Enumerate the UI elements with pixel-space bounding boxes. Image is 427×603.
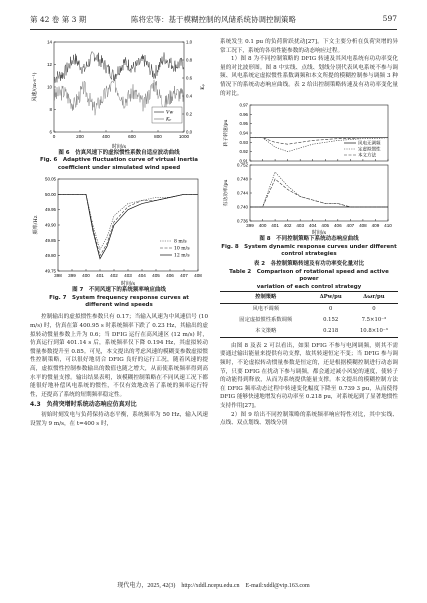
fig7-caption-en1: Fig. 7 System frequency response curves at [49,294,189,301]
fig7-xtick-label: 401 [96,273,104,279]
fig7-ylabel: 频率/Hz [33,215,39,235]
fig6-xtick-label: 800 [154,134,162,139]
fig6-xtick-label: 400 [102,134,110,139]
fig8b-ytick-label: 0.736 [237,218,248,224]
table2-title-cn: 表 2 各控制策略转速及有功功率变化量对比 [253,261,365,268]
fig7-ytick-label: 50.00 [45,192,56,198]
page-footer: 现代电力，2025, 42(3) http://xddl.ncepu.edu.cn E-mail:xddl@vip.163.com [117,583,310,589]
right-paragraph-4: 2）图 9 给出不同控制策略的系统频率响应特性对比，其中实线、点线、双点划线、划线分别 [220,411,398,427]
right-column [220,38,398,428]
fig7-xtick-label: 405 [152,273,160,279]
fig6-chart [30,38,208,150]
fig6-ylabel-left: 风速/(m·s⁻¹) [32,72,38,102]
figure-7 [30,175,208,309]
table2-grid [220,291,398,338]
fig7-legend-label: 12 m/s [174,253,190,259]
table-row [220,326,398,337]
fig8a-nolabel-ytick-label: 0.91 [239,158,248,164]
section-4-3-heading: 4.3 负荷突增时系统动态响应仿真对比 [30,401,137,409]
table-cell: 0.152 [323,317,339,324]
fig6-xtick-label: 600 [128,134,136,139]
fig6-xtick-label: 200 [76,134,84,139]
fig7-xtick-label: 399 [68,273,76,279]
page-number: 597 [382,14,397,23]
fig8-caption-cn: 图 8 不同控制策略下系统动态响应曲线 [259,236,359,243]
fig8b-xtick-label: 408 [359,223,367,229]
fig8a-nolabel-ytick-label: 0.92 [239,149,248,155]
fig7-caption-cn: 图 7 不同风速下的系统频率响应曲线 [72,287,166,294]
fig6-ytick-label: 8 [49,107,52,112]
fig6-xtick-label: 0 [52,134,56,139]
fig8a-nolabel-ytick-label: 0.96 [239,111,248,117]
fig7-ytick-label: 49.95 [45,207,56,213]
fig8b-xtick-label: 404 [308,223,317,229]
fig8b-xtick-label: 410 [384,223,392,229]
header-volume: 第 42 卷 第 3 期 [30,15,87,24]
fig7-ytick-label: 49.85 [45,238,56,244]
fig8b-xtick-label: 409 [371,223,380,229]
fig6-ytick-label: 12 [47,62,52,67]
fig8b-ytick-label: 0.744 [237,190,248,196]
fig8b-xtick-label: 407 [346,223,355,229]
fig8b-series-line [250,179,388,207]
fig6-y2tick-label: 0.8 [186,57,193,63]
table-cell: 本文策略 [255,328,277,335]
fig6-y2tick-label: 0.6 [186,75,193,81]
fig8a-nolabel-ytick-label: 0.94 [239,130,248,136]
fig6-y2tick-label: 1.0 [186,39,193,45]
fig6-y2tick-label: 0.2 [186,111,193,117]
fig7-xtick-label: 400 [82,273,90,279]
right-paragraph-3: 由图 8 及表 2 可以看出，如果 DFIG 不参与电网调频，则其不需要通过输出能量来提供有功支撑，故其转速恒定不变；当 DFIG 参与调频时，不论虚拟转动惯量参数是恒定的，还是根据模糊控制进行动态调节，只要 DFIG 在扰动下参与调频，都会通过减小风轮的速度，使转子的动能得到释放，从而为系统提供能量支撑。本文提出的模糊控制方法在 DFIG 频率动态过程中转速变化幅度下降至 0.739 3 pu，从而使得 DFIG 能够快速地增发有功功率至 0.218 pu，对系统起到了显著地惯性支持作用[27]。 [220,342,398,410]
fig8-ylabel-top: 转子转速/pu [224,119,229,147]
table-cell: 0 [372,306,376,313]
fig8b-ytick-label: 0.740 [237,204,248,210]
fig8b-frame [250,165,388,221]
header-rule [30,29,397,30]
fig8-ylabel-bottom: 有功功率/pu [224,179,229,207]
table-2 [220,261,398,338]
fig8a-nolabel-ytick-label: 0.95 [239,121,248,127]
table2-header-dpw: ΔPw/pu [319,294,342,301]
figure-8 [220,101,398,258]
table-row [220,303,398,314]
fig8-xlabel: 时间/s [311,230,327,237]
fig6-ytick-label: 6 [49,129,52,135]
right-paragraph-1: 系统发生 0.1 pu 的负荷阶跃扰动[27]。下文主要分析在负荷突增的异常工况下，系统的各项性能参数的动态响应过程。 [220,39,398,54]
table-cell: 0.218 [323,328,339,335]
fig8-legend-label: 定虚拟惯性 [358,147,381,153]
fig6-ylabel-right: Kₚ [200,84,206,90]
fig8b-xtick-label: 403 [296,223,305,229]
fig7-xtick-label: 406 [166,273,174,279]
fig6-y2tick-label: 0.4 [186,93,193,99]
fig6-caption-en1: Fig. 6 Adaptive fluctuation curve of virtual inertia [39,157,199,164]
table2-title-en1: Table 2 Comparison of rotational speed and active power [229,268,389,283]
fig7-xlabel: 时间/s [120,281,136,288]
fig7-legend-label: 10 m/s [174,246,190,252]
fig8a-nolabel-ytick-label: 0.97 [239,102,248,108]
fig6-xlabel: 时间/s [111,144,127,150]
page-header [30,14,397,28]
fig6-ytick-label: 14 [47,39,52,45]
fig8b-xtick-label: 399 [246,223,254,229]
table-cell: 10.8×10⁻³ [359,328,388,335]
table-row [220,315,398,326]
fig7-chart [30,175,208,287]
table-cell: 风电不调频 [252,306,279,313]
fig8a-nolabel-ytick-label: 0.93 [239,139,248,145]
fig6-caption-cn: 图 6 仿真风速下的虚拟惯性系数自适应波动曲线 [58,150,180,156]
fig7-xtick-label: 408 [194,273,202,279]
fig7-caption-en2: different wind speeds [85,302,153,309]
fig8-legend-label: 风电无调频 [358,141,381,147]
fig8-caption-en1: Fig. 8 System dynamic response curves under different [221,243,397,250]
fig6-legend-label-vw: Vw [166,110,174,116]
fig7-ytick-label: 49.75 [45,268,56,274]
fig8-chart [220,101,398,236]
figure-6 [30,38,208,172]
fig6-series-vw-line [54,52,184,83]
fig7-xtick-label: 407 [180,273,188,279]
fig7-xtick-label: 404 [138,273,146,279]
fig8b-ytick-label: 0.748 [237,176,248,182]
table-cell: 7.5×10⁻³ [361,317,387,324]
fig8-legend-label: 本文方法 [358,153,376,159]
table2-title-en2: variation of each control strategy [256,283,362,290]
table-cell: 固定虚拟惯性系数调频 [239,317,293,324]
left-column [30,38,208,428]
fig8b-ytick-label: 0.752 [237,162,248,168]
table2-header-dwr: Δωr/pu [363,294,385,301]
fig8b-xtick-label: 402 [283,223,292,229]
fig8b-xtick-label: 400 [258,223,267,229]
fig7-legend-label: 8 m/s [174,239,187,245]
fig7-xtick-label: 402 [110,273,118,279]
left-paragraph-2: 初始时刻发电与负荷保持动态平衡，系统频率为 50 Hz，输入风速设置为 9 m/s，在 t=400 s 时， [30,411,208,427]
fig8b-xtick-label: 406 [333,223,342,229]
fig8b-xtick-label: 405 [321,223,330,229]
fig7-xtick-label: 398 [54,273,62,279]
fig6-legend-label-kp: Kₚ [166,117,172,123]
fig6-xtick-label: 1000 [178,134,190,139]
fig8b-xtick-label: 401 [271,223,279,229]
header-title: 陈将宏等：基于模糊控制的风储系统协调控制策略 [131,15,296,24]
fig6-ytick-label: 10 [47,84,52,90]
table2-header-strategy: 控制策略 [255,294,277,301]
fig7-ytick-label: 49.90 [45,222,56,228]
fig8-caption-en2: control strategies [281,250,337,257]
fig7-xtick-label: 403 [124,273,132,279]
table-cell: 0 [328,306,333,313]
fig6-y2tick-label: 0.0 [186,129,193,135]
right-paragraph-2: 1）图 8 为不同控制策略的 DFIG 转速及其风电系统有功功率变化量的对比波形图。图 8 中实线、点线、划线分别代表风电系统不参与调频、风电系统定虚拟惯性系数调频和本文所提的模糊控制参与调频 3 种情况下的系统动态响应曲线。表 2 给出控制策略转速及有功功率变化量的对比。 [220,56,398,97]
fig7-ytick-label: 49.80 [45,253,56,259]
fig6-caption-en2: coefficient under simulated wind speed [57,164,181,171]
left-paragraph-1: 控制输出的虚拟惯性参数只有 0.17；当输入风速为中风速信号 (10 m/s) 时，仿真在第 400.95 s 时系统频率下跌了 0.23 Hz，其输出的虚拟转动惯量参数上升为 0.6；当 DFIG 运行在高风速区 (12 m/s) 时，仿真运行到第 401.14 s 后，系统频率仅下降 0.194 Hz，其虚拟转动惯量参数提升至 0.85。可见，本文提出的考虑风速的模糊变参数虚拟惯性控制策略，可以很好地切合 DFIG 良好的运行工况，随着风速的提高，虚拟惯性控制参数输出的数值也随之增大，从而使系统频率得到高水平的惯量支撑。输出结果表明，该模糊控制策略在不同风速工况下都能很好地补偿风电系统的惯性，不仅有效地改善了系统的频率运行特性，还提高了系统的短期频率稳定性。 [30,314,208,398]
fig7-ytick-label: 50.05 [45,176,56,182]
